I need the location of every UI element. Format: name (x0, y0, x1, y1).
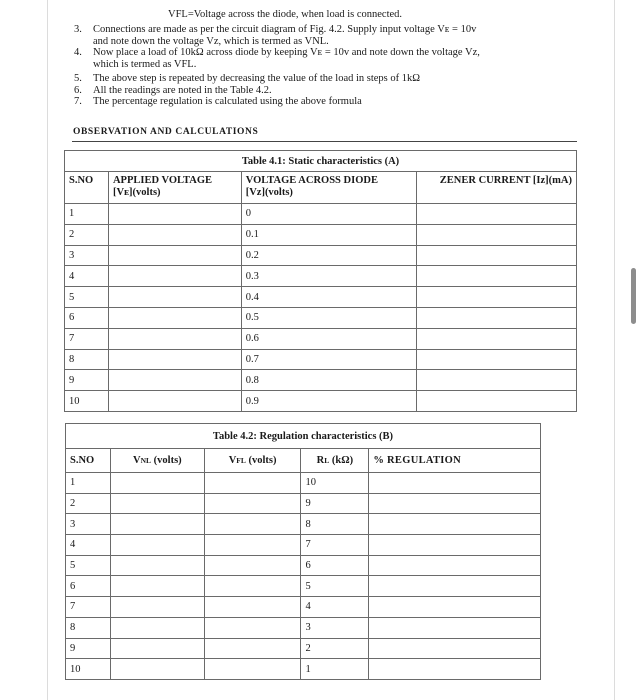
table-cell: 0.7 (241, 349, 417, 370)
col-header-zener-current: ZENER CURRENT [Iᴢ](mA) (417, 172, 577, 204)
section-divider (72, 141, 577, 142)
table-cell (204, 473, 301, 494)
table-row (66, 555, 541, 576)
col-header-voltage-across-diode: VOLTAGE ACROSS DIODE [Vᴢ](volts) (241, 172, 417, 204)
table-cell (108, 349, 241, 370)
table-cell (417, 391, 577, 412)
table-cell: 4 (301, 597, 369, 618)
table-cell (110, 659, 204, 680)
step-5: 5. The above step is repeated by decreasing the value of the load in steps of 1kΩ (74, 73, 584, 85)
col-header-sno: S.NO (66, 449, 111, 473)
table-cell: 0.6 (241, 328, 417, 349)
table-cell: 0.9 (241, 391, 417, 412)
col-header-applied-voltage: APPLIED VOLTAGE [Vᴇ](volts) (108, 172, 241, 204)
table-cell (110, 514, 204, 535)
table-row (65, 287, 577, 308)
step-4: 4. Now place a load of 10kΩ across diode by keeping Vᴇ = 10v and note down the voltage Vᴢ, which is termed as VFL. (74, 47, 480, 70)
step-line: The percentage regulation is calculated using the above formula (93, 96, 362, 107)
step-6: 6. All the readings are noted in the Table 4.2. (74, 85, 584, 97)
step-line: and note down the voltage Vᴢ, which is termed as VNL. (93, 35, 329, 47)
table-cell: 5 (66, 555, 111, 576)
table-cell (204, 617, 301, 638)
table-cell: 0.5 (241, 307, 417, 328)
table-cell (204, 659, 301, 680)
table-cell (204, 597, 301, 618)
table-row (65, 266, 577, 287)
table-cell (204, 493, 301, 514)
table-cell (108, 391, 241, 412)
procedure-steps (74, 24, 584, 108)
table-cell (417, 349, 577, 370)
table-cell (369, 535, 541, 556)
step-line: Connections are made as per the circuit diagram of Fig. 4.2. Supply input voltage Vᴇ = 10v (93, 24, 477, 35)
table-cell (417, 266, 577, 287)
table-cell (110, 473, 204, 494)
table-cell: 8 (65, 349, 109, 370)
table-row (66, 576, 541, 597)
table-cell: 5 (301, 576, 369, 597)
step-line: which is termed as VFL. (93, 58, 197, 70)
table-cell: 1 (66, 473, 111, 494)
table-row (66, 659, 541, 680)
table-row (65, 204, 577, 225)
table-cell: 4 (65, 266, 109, 287)
table-cell (369, 493, 541, 514)
table-row (66, 617, 541, 638)
table-cell: 1 (301, 659, 369, 680)
table-cell (108, 245, 241, 266)
table-cell (417, 224, 577, 245)
table-cell: 8 (66, 617, 111, 638)
table-cell: 6 (301, 555, 369, 576)
table-cell: 1 (65, 204, 109, 225)
table-cell (108, 328, 241, 349)
table-cell: 10 (65, 391, 109, 412)
table-caption: Table 4.1: Static characteristics (A) (65, 151, 577, 172)
table-cell: 6 (65, 307, 109, 328)
table-cell: 2 (301, 638, 369, 659)
table-cell (108, 266, 241, 287)
section-heading: OBSERVATION AND CALCULATIONS (73, 127, 259, 137)
table-row (65, 370, 577, 391)
table-cell (417, 307, 577, 328)
table-cell: 10 (66, 659, 111, 680)
step-line: The above step is repeated by decreasing the value of the load in steps of 1kΩ (93, 73, 421, 84)
table-cell (110, 617, 204, 638)
table-cell (417, 328, 577, 349)
table-cell: 9 (66, 638, 111, 659)
table-cell (369, 638, 541, 659)
table-cell (108, 224, 241, 245)
table-cell: 6 (66, 576, 111, 597)
table-cell (369, 659, 541, 680)
table-cell: 7 (301, 535, 369, 556)
table-cell (108, 307, 241, 328)
table-cell (369, 597, 541, 618)
table-cell: 0.2 (241, 245, 417, 266)
table-cell (204, 638, 301, 659)
table-cell: 0 (241, 204, 417, 225)
table-row (65, 307, 577, 328)
col-header-vfl: VFL (volts) (204, 449, 301, 473)
table-cell: 7 (65, 328, 109, 349)
step-3: 3. Connections are made as per the circuit diagram of Fig. 4.2. Supply input voltage Vᴇ = 10v and note down the voltage Vᴢ, which is termed as VNL. (74, 24, 477, 47)
intro-line: VFL=Voltage across the diode, when load is connected. (168, 9, 403, 20)
table-cell (110, 576, 204, 597)
table-regulation-characteristics (65, 423, 541, 680)
step-line: Now place a load of 10kΩ across diode by keeping Vᴇ = 10v and note down the voltage Vᴢ, (93, 47, 480, 58)
step-line: All the readings are noted in the Table 4.2. (93, 84, 272, 96)
table-row (66, 597, 541, 618)
step-7: 7. The percentage regulation is calculated using the above formula (74, 96, 584, 108)
table-cell (204, 535, 301, 556)
table-cell: 4 (66, 535, 111, 556)
table-cell (204, 555, 301, 576)
table-cell (108, 204, 241, 225)
table-cell (417, 245, 577, 266)
table-row (65, 349, 577, 370)
table-cell (110, 597, 204, 618)
table-cell: 3 (301, 617, 369, 638)
col-header-sno: S.NO (65, 172, 109, 204)
table-cell (369, 555, 541, 576)
table-cell: 7 (66, 597, 111, 618)
table-cell: 2 (65, 224, 109, 245)
table-cell: 3 (65, 245, 109, 266)
table-cell: 10 (301, 473, 369, 494)
table-cell (108, 370, 241, 391)
table-cell (369, 617, 541, 638)
table-row (66, 514, 541, 535)
col-header-regulation: % REGULATION (369, 449, 541, 473)
table-row (65, 391, 577, 412)
table-cell: 0.1 (241, 224, 417, 245)
table-cell: 0.3 (241, 266, 417, 287)
table-cell: 8 (301, 514, 369, 535)
table-cell (110, 555, 204, 576)
table-cell (417, 204, 577, 225)
table-row (65, 224, 577, 245)
table-cell: 2 (66, 493, 111, 514)
table-row (66, 473, 541, 494)
scrollbar[interactable] (628, 0, 640, 700)
table-cell: 0.8 (241, 370, 417, 391)
table-cell (110, 638, 204, 659)
table-static-characteristics (64, 150, 577, 412)
table-cell (369, 576, 541, 597)
table-row (65, 328, 577, 349)
table-cell (204, 576, 301, 597)
table-cell (110, 493, 204, 514)
table-cell (369, 514, 541, 535)
table-row (66, 638, 541, 659)
table-cell: 0.4 (241, 287, 417, 308)
table-cell: 9 (65, 370, 109, 391)
table-cell (369, 473, 541, 494)
table-cell: 3 (66, 514, 111, 535)
table-cell: 5 (65, 287, 109, 308)
table-cell (417, 287, 577, 308)
col-header-rl: RL (kΩ) (301, 449, 369, 473)
table-cell (108, 287, 241, 308)
table-cell (204, 514, 301, 535)
col-header-vnl: VNL (volts) (110, 449, 204, 473)
table-caption: Table 4.2: Regulation characteristics (B) (66, 424, 541, 449)
table-cell (110, 535, 204, 556)
table-row (66, 493, 541, 514)
scrollbar-thumb[interactable] (631, 268, 636, 324)
table-cell (417, 370, 577, 391)
table-cell: 9 (301, 493, 369, 514)
table-row (65, 245, 577, 266)
table-row (66, 535, 541, 556)
